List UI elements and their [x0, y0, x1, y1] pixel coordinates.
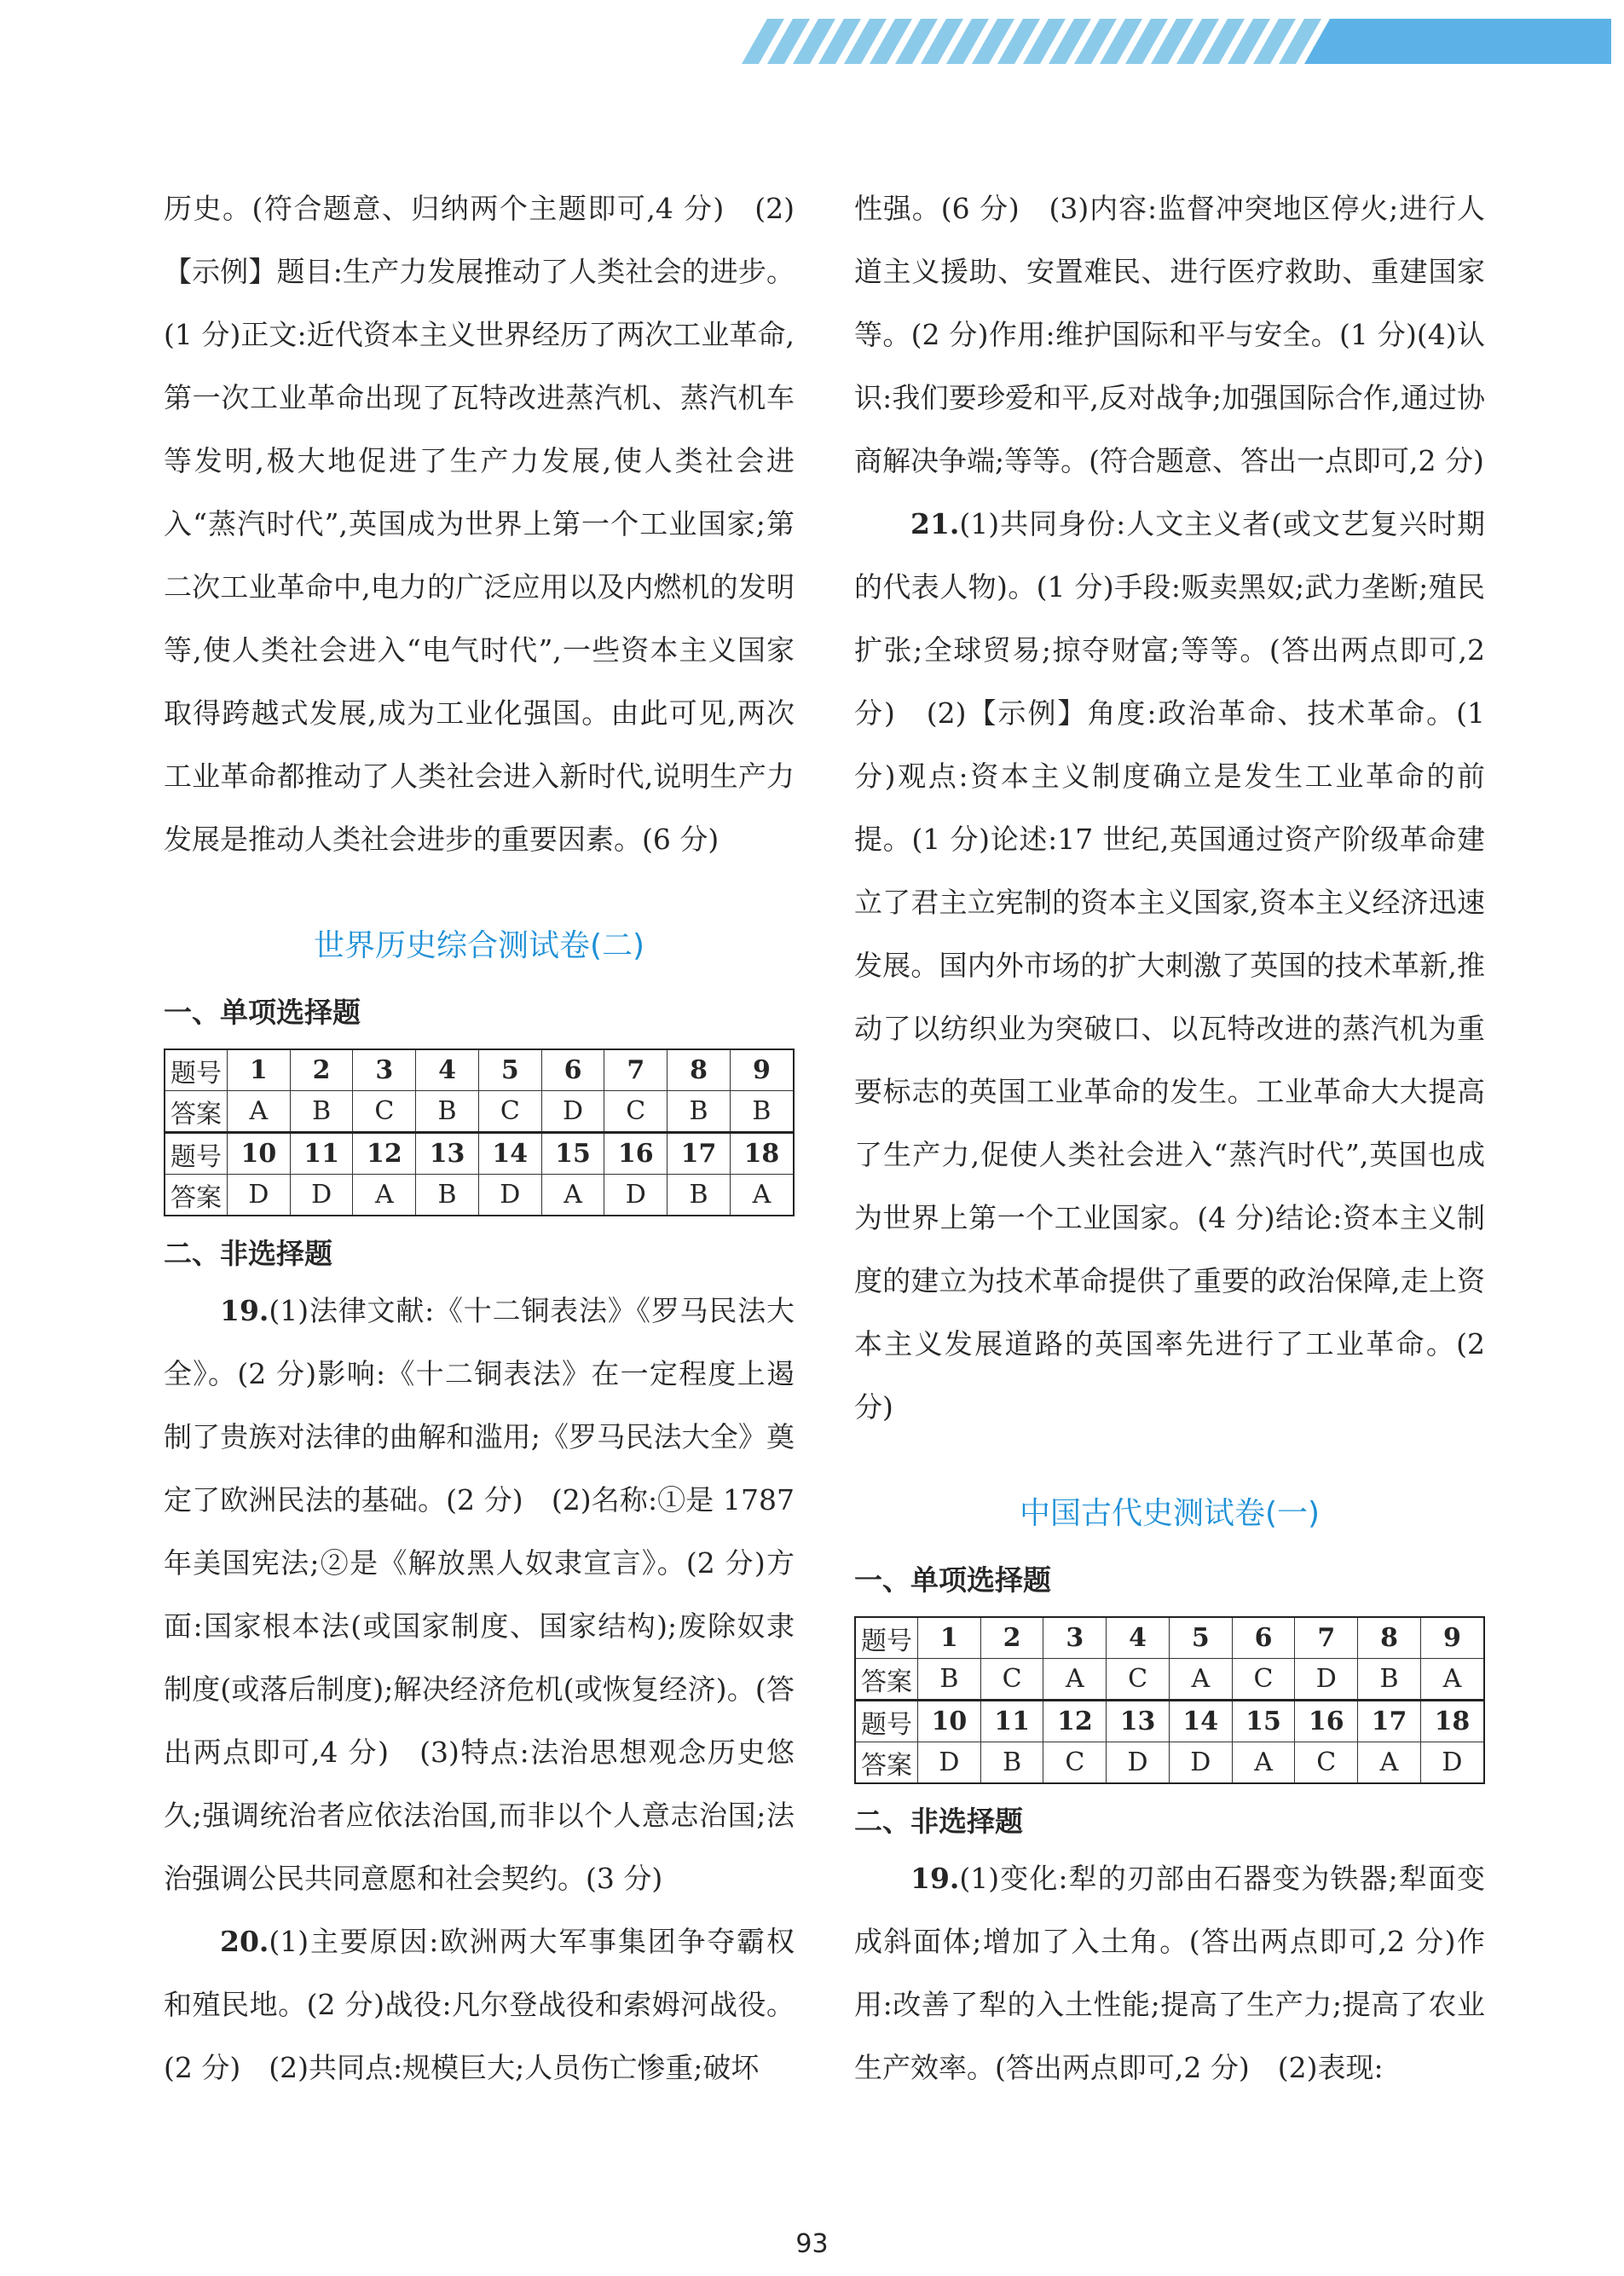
table-cell: 7	[1295, 1617, 1358, 1659]
table-header-cell: 答案	[165, 1175, 228, 1216]
table-cell: A	[1169, 1659, 1232, 1701]
table-cell: C	[1232, 1659, 1295, 1701]
table-cell: 10	[918, 1701, 981, 1742]
question-20-answer	[164, 1910, 795, 2100]
table-cell: 12	[1043, 1701, 1107, 1742]
question-19-answer	[164, 1280, 795, 1910]
table-cell: 9	[730, 1049, 794, 1091]
table-cell: 18	[730, 1133, 794, 1175]
continued-answer-text: 性强。(6 分) (3)内容:监督冲突地区停火;进行人道主义援助、安置难民、进行医疗救助、重建国家等。(2 分)作用:维护国际和平与安全。(1 分)(4)认识:我们要珍爱和平,反对战争;加强国际合作,通过协商解决争端;等等。(符合题意、答出一点即可,2 分)	[854, 192, 1485, 477]
table-cell: D	[1169, 1742, 1232, 1784]
table-cell: 9	[1420, 1617, 1484, 1659]
section-title-ancient-china-1: 中国古代史测试卷(一)	[1019, 1496, 1321, 1531]
table-cell: B	[980, 1742, 1043, 1784]
table-cell: 11	[980, 1701, 1043, 1742]
answer-table	[854, 1616, 1485, 1784]
table-cell: 4	[1107, 1617, 1170, 1659]
table-cell: A	[1358, 1742, 1421, 1784]
answer-table	[164, 1048, 795, 1216]
table-cell: D	[918, 1742, 981, 1784]
continued-answer-text: 历史。(符合题意、归纳两个主题即可,4 分) (2)【示例】题目:生产力发展推动了人类社会的进步。(1 分)正文:近代资本主义世界经历了两次工业革命,第一次工业革命出现了瓦特改进蒸汽机、蒸汽机车等发明,极大地促进了生产力发展,使人类社会进入“蒸汽时代”,英国成为世界上第一个工业国家;第二次工业革命中,电力的广泛应用以及内燃机的发明等,使人类社会进入“电气时代”,一些资本主义国家取得跨越式发展,成为工业化强国。由此可见,两次工业革命都推动了人类社会进入新时代,说明生产力发展是推动人类社会进步的重要因素。(6 分)	[164, 192, 795, 856]
table-cell: 2	[290, 1049, 353, 1091]
table-cell: B	[668, 1175, 731, 1216]
subheading-multiple-choice: 一、单项选择题	[854, 1563, 1051, 1597]
table-cell: 3	[353, 1049, 416, 1091]
question-number: 20.	[220, 1925, 269, 1958]
table-cell: C	[604, 1091, 668, 1133]
table-cell: 17	[1358, 1701, 1421, 1742]
table-cell: C	[980, 1659, 1043, 1701]
table-cell: A	[1420, 1659, 1484, 1701]
table-cell: A	[1232, 1742, 1295, 1784]
table-cell: D	[1107, 1742, 1170, 1784]
question-number: 21.	[910, 507, 960, 540]
table-header-cell: 答案	[855, 1742, 918, 1784]
table-header-cell: 题号	[855, 1617, 918, 1659]
question-19-answer	[854, 1847, 1485, 2100]
table-cell: 13	[1107, 1701, 1170, 1742]
table-cell: 1	[228, 1049, 291, 1091]
table-cell: 1	[918, 1617, 981, 1659]
question-number: 19.	[910, 1862, 960, 1895]
table-cell: B	[416, 1175, 479, 1216]
table-cell: C	[353, 1091, 416, 1133]
table-cell: 7	[604, 1049, 668, 1091]
table-header-cell: 题号	[165, 1133, 228, 1175]
table-cell: D	[604, 1175, 668, 1216]
table-cell: 16	[604, 1133, 668, 1175]
right-column	[854, 177, 1485, 2100]
table-cell: 13	[416, 1133, 479, 1175]
table-cell: 14	[1169, 1701, 1232, 1742]
table-cell: 8	[1358, 1617, 1421, 1659]
table-cell: 8	[668, 1049, 731, 1091]
table-cell: A	[541, 1175, 604, 1216]
table-cell: C	[1107, 1659, 1170, 1701]
table-row	[165, 1091, 794, 1133]
table-row	[165, 1175, 794, 1216]
table-cell: 15	[541, 1133, 604, 1175]
table-cell: A	[730, 1175, 794, 1216]
table-cell: A	[228, 1091, 291, 1133]
table-row	[855, 1617, 1484, 1659]
section-title-world-history-2: 世界历史综合测试卷(二)	[313, 928, 645, 963]
table-cell: D	[1420, 1742, 1484, 1784]
table-cell: 6	[1232, 1617, 1295, 1659]
table-cell: C	[1043, 1742, 1107, 1784]
table-cell: 15	[1232, 1701, 1295, 1742]
table-cell: C	[478, 1091, 541, 1133]
table-header-cell: 答案	[855, 1659, 918, 1701]
table-cell: 3	[1043, 1617, 1107, 1659]
table-cell: 10	[228, 1133, 291, 1175]
table-cell: B	[668, 1091, 731, 1133]
table-cell: A	[1043, 1659, 1107, 1701]
table-cell: 5	[478, 1049, 541, 1091]
header-stripe-decoration	[0, 0, 1624, 77]
table-cell: D	[541, 1091, 604, 1133]
table-cell: A	[353, 1175, 416, 1216]
table-cell: 4	[416, 1049, 479, 1091]
table-cell: 16	[1295, 1701, 1358, 1742]
table-cell: C	[1295, 1742, 1358, 1784]
table-cell: D	[1295, 1659, 1358, 1701]
table-cell: 2	[980, 1617, 1043, 1659]
question-21-answer	[854, 493, 1485, 1439]
table-cell: 12	[353, 1133, 416, 1175]
table-cell: 14	[478, 1133, 541, 1175]
table-cell: 17	[668, 1133, 731, 1175]
table-row	[855, 1742, 1484, 1784]
table-cell: B	[416, 1091, 479, 1133]
table-cell: B	[290, 1091, 353, 1133]
question-number: 19.	[220, 1294, 269, 1327]
subheading-non-choice: 二、非选择题	[854, 1805, 1023, 1838]
table-header-cell: 答案	[165, 1091, 228, 1133]
table-cell: B	[1358, 1659, 1421, 1701]
question-19-text: (1)法律文献:《十二铜表法》《罗马民法大全》。(2 分)影响:《十二铜表法》在一定程度上遏制了贵族对法律的曲解和滥用;《罗马民法大全》奠定了欧洲民法的基础。(2 分) (2)名称:①是 1787 年美国宪法;②是《解放黑人奴隶宣言》。(2 分)方面:国家根本法(或国家制度、国家结构);废除奴隶制度(或落后制度);解决经济危机(或恢复经济)。(答出两点即可,4 分) (3)特点:法治思想观念历史悠久;强调统治者应依法治国,而非以个人意志治国;法治强调公民共同意愿和社会契约。(3 分)	[164, 1294, 795, 1895]
table-cell: B	[730, 1091, 794, 1133]
question-20-text: (1)主要原因:欧洲两大军事集团争夺霸权和殖民地。(2 分)战役:凡尔登战役和索姆河战役。(2 分) (2)共同点:规模巨大;人员伤亡惨重;破坏	[164, 1925, 795, 2084]
table-row	[165, 1049, 794, 1091]
table-row	[855, 1659, 1484, 1701]
page-number: 93	[795, 2229, 829, 2259]
table-row	[165, 1133, 794, 1175]
question-21-text: (1)共同身份:人文主义者(或文艺复兴时期的代表人物)。(1 分)手段:贩卖黑奴;武力垄断;殖民扩张;全球贸易;掠夺财富;等等。(答出两点即可,2 分) (2)【示例】角度:政治革命、技术革命。(1 分)观点:资本主义制度确立是发生工业革命的前提。(1 分)论述:17 世纪,英国通过资产阶级革命建立了君主立宪制的资本主义国家,资本主义经济迅速发展。国内外市场的扩大刺激了英国的技术革新,推动了以纺织业为突破口、以瓦特改进的蒸汽机为重要标志的英国工业革命的发生。工业革命大大提高了生产力,促使人类社会进入“蒸汽时代”,英国也成为世界上第一个工业国家。(4 分)结论:资本主义制度的建立为技术革命提供了重要的政治保障,走上资本主义发展道路的英国率先进行了工业革命。(2 分)	[854, 507, 1485, 1424]
table-cell: 6	[541, 1049, 604, 1091]
table-cell: D	[228, 1175, 291, 1216]
subheading-multiple-choice: 一、单项选择题	[164, 996, 361, 1029]
table-cell: 5	[1169, 1617, 1232, 1659]
table-row	[855, 1701, 1484, 1742]
table-cell: D	[478, 1175, 541, 1216]
subheading-non-choice: 二、非选择题	[164, 1237, 332, 1270]
table-cell: 18	[1420, 1701, 1484, 1742]
table-cell: B	[918, 1659, 981, 1701]
question-19-text: (1)变化:犁的刃部由石器变为铁器;犁面变成斜面体;增加了入土角。(答出两点即可,2 分)作用:改善了犁的入土性能;提高了生产力;提高了农业生产效率。(答出两点即可,2 分) (2)表现:	[854, 1862, 1485, 2084]
left-column	[164, 177, 795, 2100]
table-header-cell: 题号	[855, 1701, 918, 1742]
table-cell: 11	[290, 1133, 353, 1175]
table-cell: D	[290, 1175, 353, 1216]
table-header-cell: 题号	[165, 1049, 228, 1091]
